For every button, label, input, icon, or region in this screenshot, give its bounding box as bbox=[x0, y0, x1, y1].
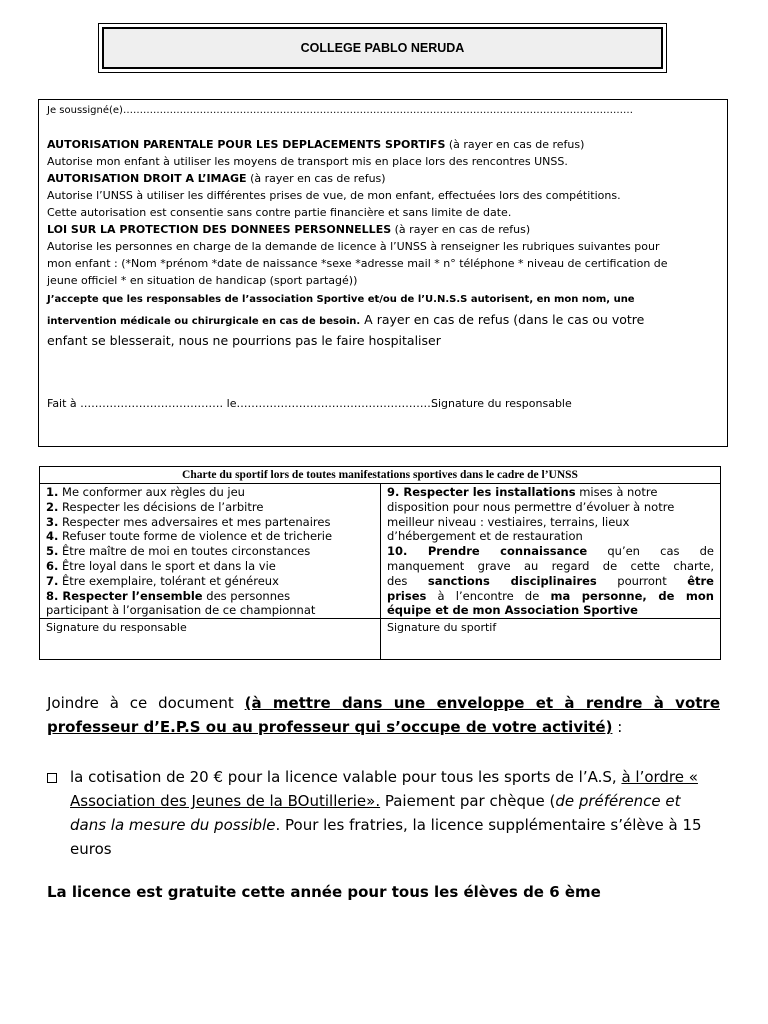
fee-text: la cotisation de 20 € pour la licence valable pour tous les sports de l’A.S, à l’ordre « Association des Jeunes de la BOutillerie». Paiement par chèque (de préférence et dans la mesure du possible. Pour les fratries, la licence supplémentaire s’élève à 15 euros bbox=[70, 768, 702, 858]
charter-item-9-line-4: d’hébergement et de restauration bbox=[387, 529, 583, 544]
charter-item-9: 9. Respecter les installations mises à notre bbox=[387, 485, 658, 499]
payable-to: à l’ordre « Association des Jeunes de la BOutillerie». bbox=[70, 768, 698, 810]
charter-item-6: 6. Être loyal dans le sport et dans la vie bbox=[46, 558, 276, 573]
page-title: COLLEGE PABLO NERUDA bbox=[102, 27, 663, 69]
medical-accept-line-1: J’accepte que les responsables de l’association Sportive et/ou de l’U.N.S.S autorisent, en mon nom, une bbox=[47, 294, 635, 305]
signature-responsable-label: Signature du responsable bbox=[431, 397, 572, 410]
join-instructions bbox=[47, 691, 720, 739]
charter-item-9-line-2: disposition pour nous permettre d’évoluer à notre bbox=[387, 499, 675, 514]
charter-item-8-cont: participant à l’organisation de ce championnat bbox=[46, 603, 316, 618]
place-date-field[interactable]: Fait à ………………………………… le………………………………………………. bbox=[47, 397, 438, 410]
charter-item-9-line-3: meilleur niveau : vestiaires, terrains, lieux bbox=[387, 514, 630, 529]
transport-heading: AUTORISATION PARENTALE POUR LES DEPLACEMENTS SPORTIFS bbox=[47, 138, 446, 151]
image-note: (à rayer en cas de refus) bbox=[246, 172, 386, 185]
charter-item-10-line-2: manquement grave au regard de cette charte, bbox=[387, 558, 714, 573]
image-authorization bbox=[47, 170, 719, 187]
medical-accept-bold: intervention médicale ou chirurgicale en cas de besoin. bbox=[47, 316, 361, 327]
charter-item-10: 10. Prendre connaissance qu’en cas de bbox=[387, 544, 715, 559]
image-text-2: Cette autorisation est consentie sans contre partie financière et sans limite de date. bbox=[47, 206, 512, 219]
charter-item-2: 2. Respecter les décisions de l’arbitre bbox=[46, 499, 264, 514]
charter-item-10-line-5: équipe et de mon Association Sportive bbox=[387, 603, 638, 618]
image-heading: AUTORISATION DROIT A L’IMAGE bbox=[47, 172, 247, 185]
data-protection bbox=[47, 221, 719, 238]
charter-left-column bbox=[40, 484, 381, 618]
charter-item-4: 4. Refuser toute forme de violence et de tricherie bbox=[46, 529, 333, 544]
charter-item-8: 8. Respecter l’ensemble des personnes bbox=[46, 588, 291, 603]
charter-item-10-line-3: des sanctions disciplinaires pourront être bbox=[387, 573, 714, 588]
data-text-1: Autorise les personnes en charge de la demande de licence à l’UNSS à renseigner les rubriques suivantes pour bbox=[47, 240, 660, 253]
sports-charter-table bbox=[39, 466, 721, 660]
authorization-form bbox=[38, 99, 728, 447]
image-text-1: Autorise l’UNSS à utiliser les différentes prises de vue, de mon enfant, effectuées lors des compétitions. bbox=[47, 189, 621, 202]
checkbox-icon[interactable] bbox=[47, 773, 57, 783]
data-heading: LOI SUR LA PROTECTION DES DONNEES PERSONNELLES bbox=[47, 223, 392, 236]
join-tail: : bbox=[612, 718, 623, 736]
signature-row bbox=[47, 397, 719, 410]
transport-authorization bbox=[47, 136, 719, 153]
free-license-note: La licence est gratuite cette année pour tous les élèves de 6 ème bbox=[47, 883, 601, 901]
charter-right-column bbox=[381, 484, 720, 618]
data-text-2: mon enfant : (*Nom *prénom *date de naissance *sexe *adresse mail * n° téléphone * niveau de certification de bbox=[47, 257, 668, 270]
undersigned-line: Je soussigné(e)……………………………………………………………………………………………………………………………………… bbox=[47, 105, 633, 116]
transport-text: Autorise mon enfant à utiliser les moyens de transport mis en place lors des rencontres UNSS. bbox=[47, 155, 568, 168]
header-frame bbox=[98, 23, 667, 73]
join-instruction: (à mettre dans une enveloppe et à rendre à votre professeur d’E.P.S ou au professeur qui s’occupe de votre activité) bbox=[47, 694, 720, 736]
data-text-3: jeune officiel * en situation de handicap (sport partagé)) bbox=[47, 274, 358, 287]
charter-signature-row bbox=[40, 618, 720, 659]
sportif-signature-cell[interactable]: Signature du sportif bbox=[387, 621, 497, 634]
transport-note: (à rayer en cas de refus) bbox=[445, 138, 585, 151]
responsable-signature-cell[interactable]: Signature du responsable bbox=[40, 619, 381, 659]
charter-item-5: 5. Être maître de moi en toutes circonstances bbox=[46, 544, 311, 559]
medical-accept-line-2 bbox=[47, 310, 719, 331]
medical-accept-note: A rayer en cas de refus (dans le cas ou votre bbox=[360, 312, 645, 327]
charter-item-1: 1. Me conformer aux règles du jeu bbox=[46, 485, 245, 499]
join-lead: Joindre à ce document bbox=[47, 694, 245, 712]
charter-title: Charte du sportif lors de toutes manifestations sportives dans le cadre de l’UNSS bbox=[40, 467, 720, 484]
medical-accept-line-3: enfant se blesserait, nous ne pourrions pas le faire hospitaliser bbox=[47, 333, 441, 348]
charter-item-3: 3. Respecter mes adversaires et mes partenaires bbox=[46, 514, 331, 529]
charter-item-10-line-4: prises à l’encontre de ma personne, de mon bbox=[387, 588, 714, 603]
charter-item-7: 7. Être exemplaire, tolérant et généreux bbox=[46, 573, 279, 588]
data-note: (à rayer en cas de refus) bbox=[391, 223, 531, 236]
